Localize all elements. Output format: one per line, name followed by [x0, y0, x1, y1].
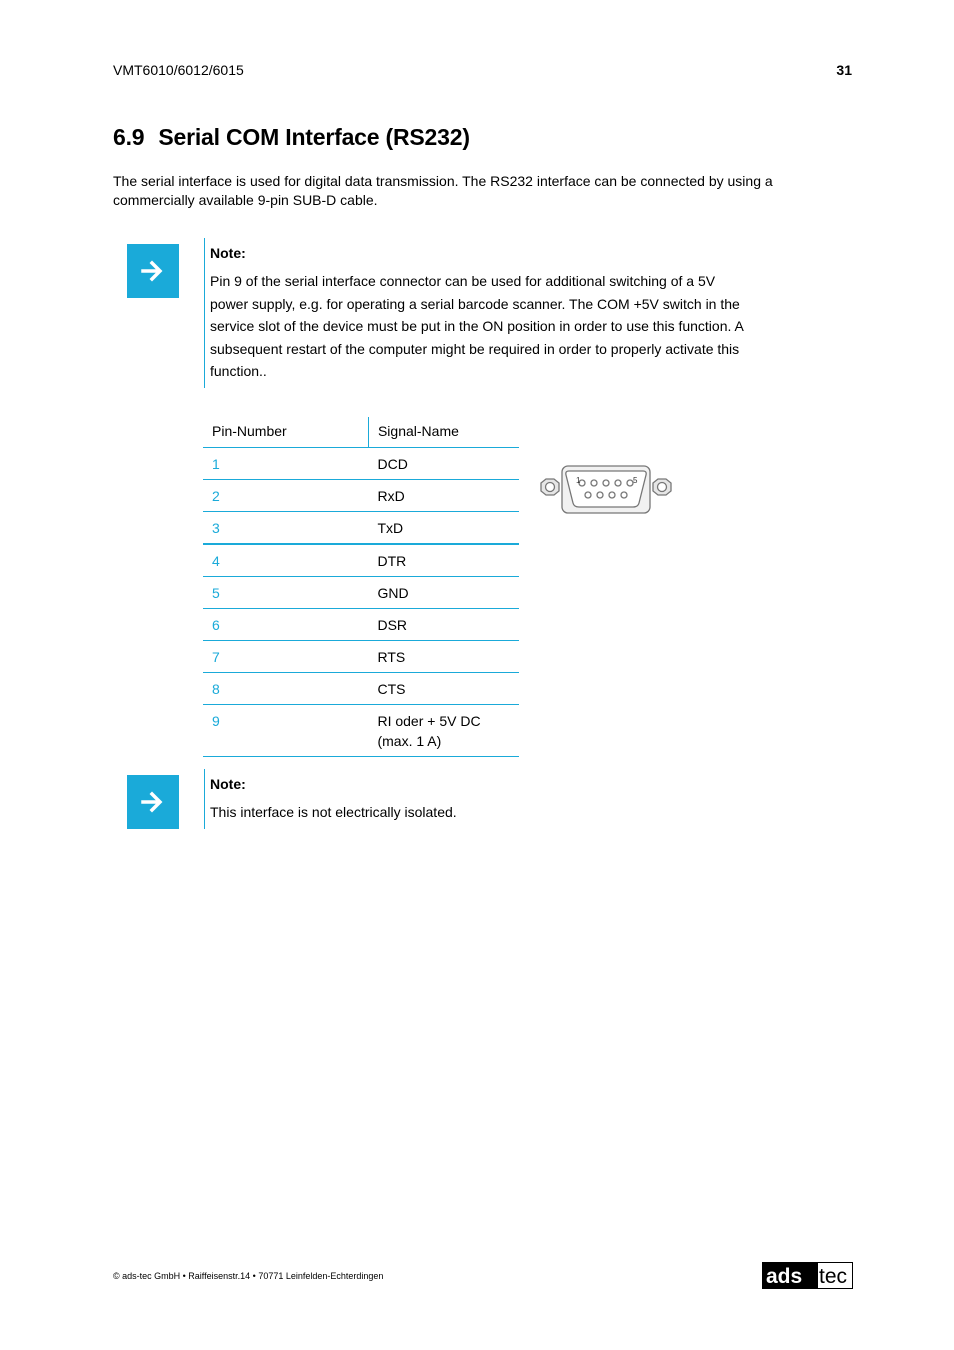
pin-number: 6 — [203, 609, 368, 641]
column-header-signal: Signal-Name — [368, 417, 519, 448]
pin-number: 8 — [203, 673, 368, 705]
pin-number: 4 — [203, 544, 368, 577]
column-header-pin: Pin-Number — [203, 417, 368, 448]
pin-label-5: 5 — [633, 476, 638, 485]
table-header-row — [203, 417, 519, 448]
note-title: Note: — [210, 245, 246, 261]
ads-tec-logo — [762, 1262, 853, 1289]
document-title: VMT6010/6012/6015 — [113, 62, 244, 78]
signal-name: DCD — [368, 448, 519, 480]
note-arrow-icon — [127, 775, 179, 829]
pin-number: 9 — [203, 705, 368, 757]
table-row — [203, 641, 519, 673]
table-row — [203, 609, 519, 641]
table-row — [203, 512, 519, 545]
table-row — [203, 577, 519, 609]
pin-number: 2 — [203, 480, 368, 512]
intro-paragraph: The serial interface is used for digital data transmission. The RS232 interface can be connected by using a commercially available 9-pin SUB-D cable. — [113, 173, 773, 208]
signal-name: DTR — [368, 544, 519, 577]
signal-name: TxD — [368, 512, 519, 545]
note-divider — [204, 769, 205, 829]
table-row — [203, 705, 519, 757]
pin-number: 7 — [203, 641, 368, 673]
table-row — [203, 544, 519, 577]
svg-text:ads: ads — [766, 1265, 803, 1288]
note-divider — [204, 238, 205, 388]
svg-text:tec: tec — [819, 1265, 848, 1288]
note-title: Note: — [210, 776, 246, 792]
signal-name: DSR — [368, 609, 519, 641]
db9-connector-image — [536, 463, 678, 517]
note-arrow-icon — [127, 244, 179, 298]
footer-address: © ads-tec GmbH • Raiffeisenstr.14 • 70771 Leinfelden-Echterdingen — [113, 1271, 384, 1281]
pin-number: 1 — [203, 448, 368, 480]
section-heading — [113, 124, 470, 151]
table-row — [203, 448, 519, 480]
pin-label-1: 1 — [576, 476, 581, 485]
signal-name: RI oder + 5V DC (max. 1 A) — [368, 705, 519, 757]
section-title: Serial COM Interface (RS232) — [158, 124, 470, 150]
note-text: This interface is not electrically isolated. — [210, 804, 457, 820]
section-number: 6.9 — [113, 124, 145, 150]
note-text: Pin 9 of the serial interface connector can be used for additional switching of a 5V power supply, e.g. for operating a serial barcode scanner. The COM +5V switch in the service slot of the device must be put in the ON position in order to use this function. A subsequent restart of the computer might be required in order to properly activate this function.. — [210, 273, 744, 379]
signal-name: CTS — [368, 673, 519, 705]
table-row — [203, 480, 519, 512]
pin-table — [203, 417, 519, 757]
page-number: 31 — [836, 62, 852, 78]
signal-name: GND — [368, 577, 519, 609]
signal-name: RTS — [368, 641, 519, 673]
pin-number: 5 — [203, 577, 368, 609]
pin-number: 3 — [203, 512, 368, 545]
signal-name: RxD — [368, 480, 519, 512]
table-row — [203, 673, 519, 705]
